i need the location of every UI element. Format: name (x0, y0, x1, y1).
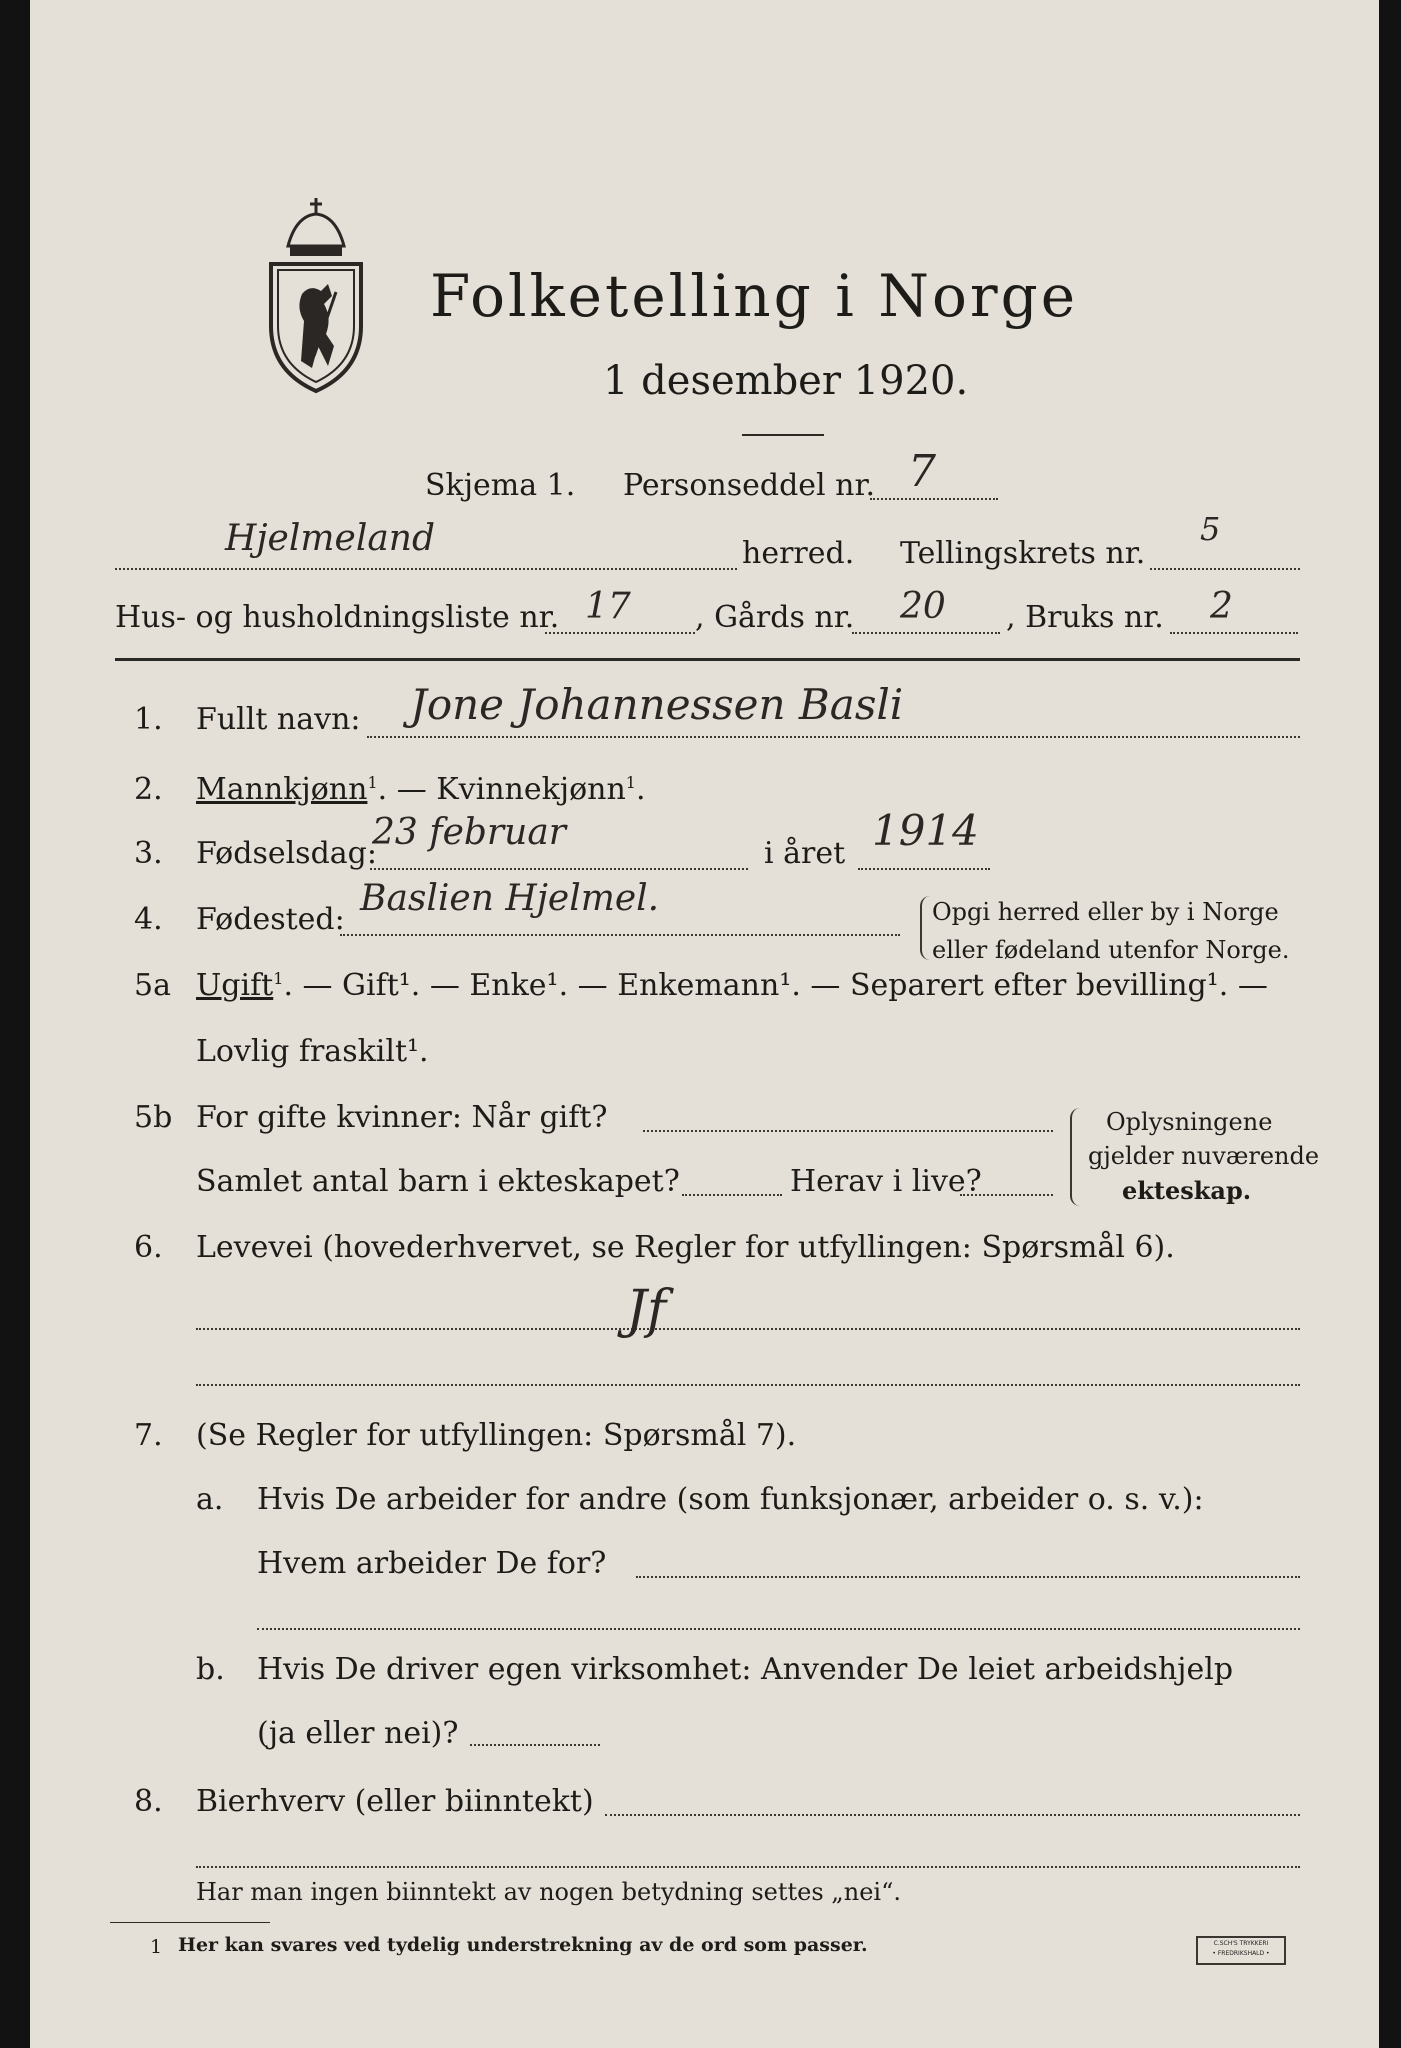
q7b-letter: b. (196, 1652, 225, 1687)
q3-label: Fødselsdag: (196, 836, 377, 871)
personseddel-value: 7 (908, 446, 936, 497)
q7b-line1: Hvis De driver egen virksomhet: Anvender De leiet arbeidshjelp (257, 1652, 1234, 1687)
q5b-note-line2: gjelder nuværende (1088, 1142, 1320, 1170)
q5b-number: 5b (134, 1100, 173, 1135)
hus-label: Hus- og husholdningsliste nr. (115, 600, 560, 635)
q5b-line2a: Samlet antal barn i ekteskapet? (196, 1164, 680, 1199)
q5b-line2b: Herav i live? (790, 1164, 982, 1199)
q4-note-line2: eller fødeland utenfor Norge. (932, 936, 1290, 964)
q7-number: 7. (134, 1418, 163, 1453)
bruks-label: , Bruks nr. (1006, 600, 1164, 635)
q8-label: Bierhverv (eller biinntekt) (196, 1784, 594, 1819)
herred-label: herred. (742, 536, 855, 571)
full-name-value: Jone Johannessen Basli (410, 680, 904, 729)
bruks-value: 2 (1210, 586, 1233, 627)
q6-number: 6. (134, 1230, 163, 1265)
hus-value: 17 (585, 586, 631, 627)
year-label: i året (764, 836, 846, 871)
sex-mann-underlined: Mannkjønn (196, 772, 368, 807)
form-title: Folketelling i Norge (430, 262, 1079, 330)
q7a-line1: Hvis De arbeider for andre (som funksjonær, arbeider o. s. v.): (257, 1482, 1204, 1517)
tellingskrets-value: 5 (1200, 510, 1221, 548)
birth-year-value: 1914 (872, 806, 979, 855)
q7-label: (Se Regler for utfyllingen: Spørsmål 7). (196, 1418, 797, 1453)
q7b-line2: (ja eller nei)? (257, 1716, 459, 1751)
norway-coat-of-arms-icon (266, 196, 366, 396)
q6-label: Levevei (hovederhvervet, se Regler for utfyllingen: Spørsmål 6). (196, 1230, 1175, 1265)
q5b-line1: For gifte kvinner: Når gift? (196, 1100, 608, 1135)
gards-label: , Gårds nr. (695, 600, 855, 635)
q4-label: Fødested: (196, 902, 345, 937)
footnote-text: Her kan svares ved tydelig understrekning av de ord som passer. (178, 1934, 868, 1956)
footnote-rule (110, 1922, 270, 1923)
q3-number: 3. (134, 836, 163, 871)
q8-number: 8. (134, 1784, 163, 1819)
q7a-line2: Hvem arbeider De for? (257, 1546, 607, 1581)
sex-options: Mannkjønn$^1$. — Kvinnekjønn$^1$. (196, 772, 646, 807)
marital-status-options: Ugift$^1$. — Gift¹. — Enke¹. — Enkemann¹. — Separert efter bevilling¹. — (196, 968, 1268, 1003)
header-divider (115, 658, 1300, 661)
personseddel-label: Personseddel nr. (623, 468, 876, 503)
footnote-number: 1 (150, 1936, 163, 1958)
q1-number: 1. (134, 702, 163, 737)
q5b-note-line1: Oplysningene (1106, 1108, 1273, 1136)
title-rule (742, 434, 824, 436)
biinntekt-note: Har man ingen biinntekt av nogen betydning settes „nei“. (196, 1878, 901, 1906)
herred-value: Hjelmeland (225, 518, 436, 559)
census-form-page (30, 0, 1379, 2048)
gards-value: 20 (900, 586, 946, 627)
q1-label: Fullt navn: (196, 702, 361, 737)
q5a-number: 5a (134, 968, 171, 1003)
q4-note-line1: Opgi herred eller by i Norge (932, 898, 1279, 926)
q2-number: 2. (134, 772, 163, 807)
birthplace-value: Baslien Hjelmel. (360, 878, 660, 919)
printer-mark: C.SCH'S TRYKKERI • FREDRIKSHALD • (1196, 1936, 1286, 1965)
census-date: 1 desember 1920. (603, 358, 969, 404)
q7a-letter: a. (196, 1482, 224, 1517)
marital-ugift-underlined: Ugift (196, 968, 274, 1003)
marital-status-line2: Lovlig fraskilt¹. (196, 1034, 429, 1069)
tellingskrets-label: Tellingskrets nr. (900, 536, 1146, 571)
occupation-value: Jf (626, 1280, 667, 1340)
q5b-note-line3: ekteskap. (1122, 1176, 1252, 1205)
q4-number: 4. (134, 902, 163, 937)
birthday-value: 23 februar (372, 812, 566, 853)
schema-label: Skjema 1. (425, 468, 576, 503)
